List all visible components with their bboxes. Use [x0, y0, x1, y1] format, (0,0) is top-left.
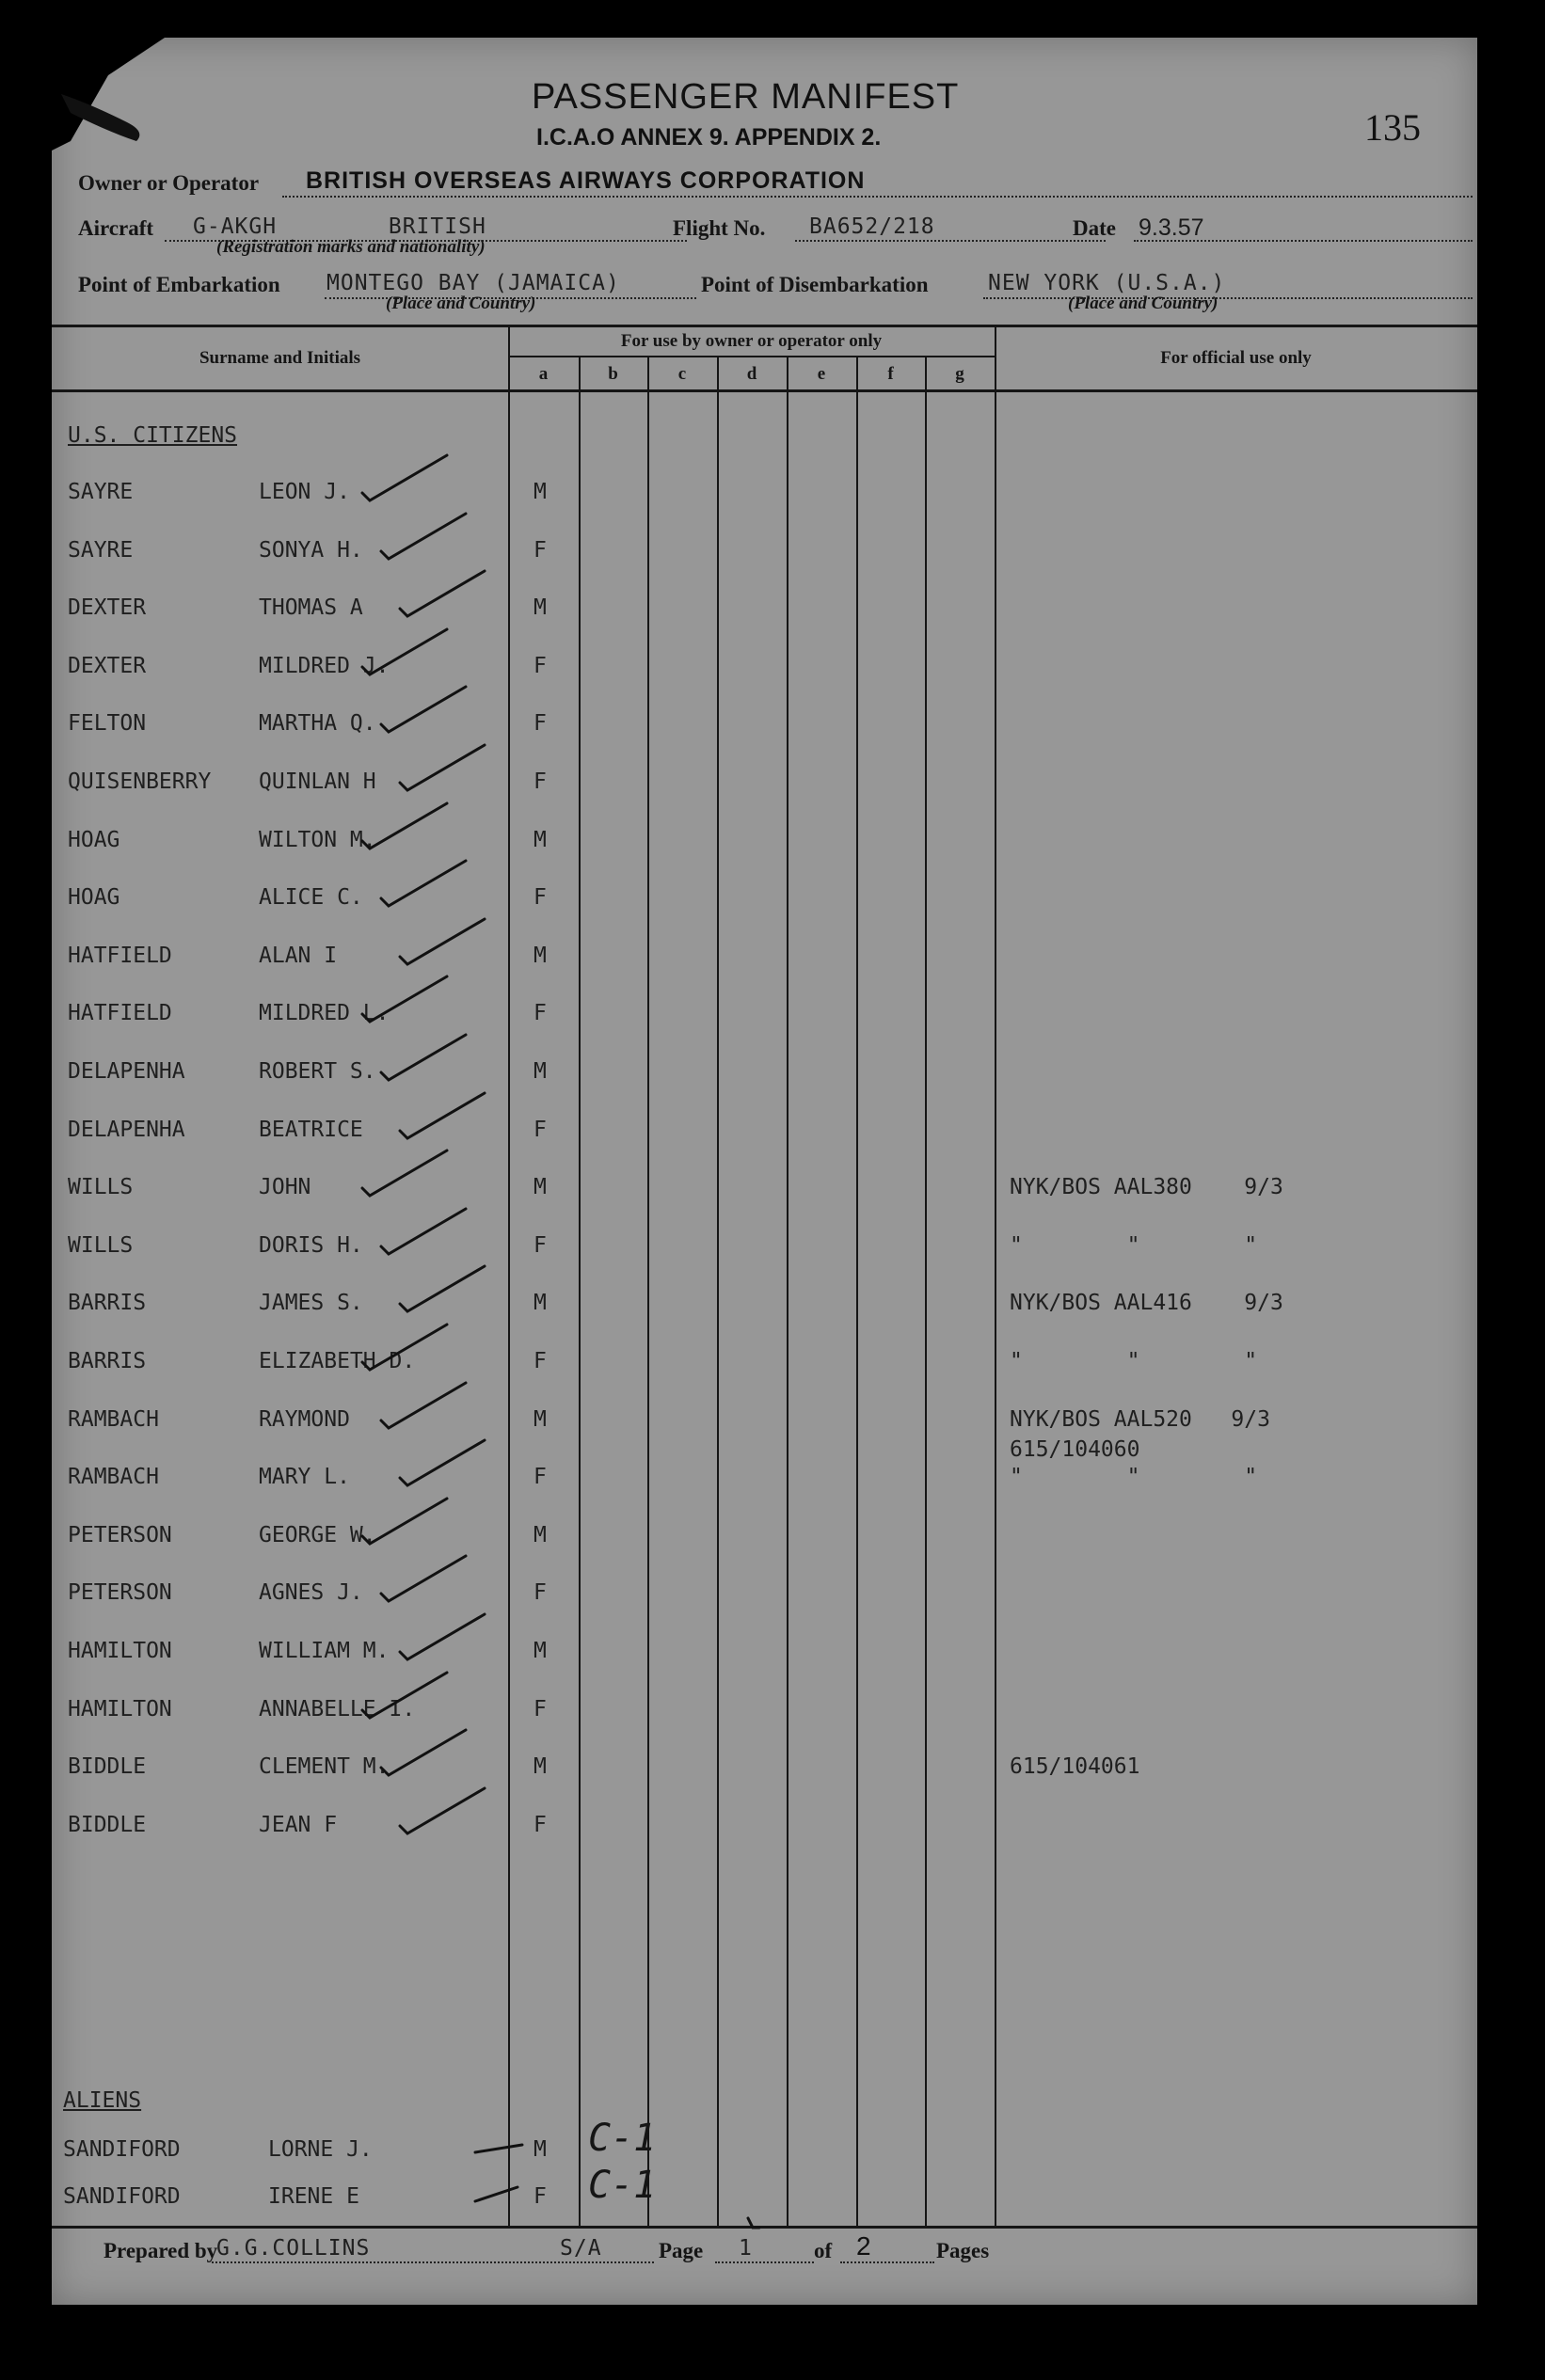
flight-label: Flight No.	[673, 216, 766, 240]
passenger-initials: WILLIAM M.	[259, 1639, 390, 1663]
passenger-surname: RAMBACH	[68, 1407, 159, 1432]
of-value: 2	[856, 2231, 871, 2261]
passenger-sex: M	[534, 1523, 547, 1547]
passenger-sex: F	[534, 1233, 547, 1258]
passenger-surname: DEXTER	[68, 595, 147, 620]
passenger-sex: M	[534, 1059, 547, 1084]
passenger-initials: WILTON M.	[259, 828, 376, 852]
check-mark	[400, 1440, 485, 1485]
section-aliens: ALIENS	[63, 2088, 142, 2113]
passenger-sex: F	[534, 654, 547, 678]
passenger-initials: RAYMOND	[259, 1407, 350, 1432]
embark-value: MONTEGO BAY (JAMAICA)	[327, 271, 620, 295]
passenger-initials: ALAN I	[259, 944, 338, 968]
check-mark	[362, 976, 447, 1022]
passenger-initials: THOMAS A	[259, 595, 363, 620]
passenger-initials: DORIS H.	[259, 1233, 363, 1258]
passenger-sex: M	[534, 1407, 547, 1432]
passenger-sex: F	[534, 1813, 547, 1837]
passenger-initials: MARY L.	[259, 1465, 350, 1489]
check-mark	[400, 745, 485, 790]
alien-sex: M	[534, 2137, 547, 2162]
passenger-surname: WILLS	[68, 1175, 134, 1199]
page-label: Page	[659, 2239, 704, 2262]
passenger-official-note: NYK/BOS AAL520 9/3	[1010, 1407, 1270, 1432]
check-mark	[381, 687, 466, 732]
disembark-value: NEW YORK (U.S.A.)	[988, 271, 1226, 295]
passenger-surname: SAYRE	[68, 480, 134, 504]
passenger-sex: M	[534, 595, 547, 620]
page-value: 1	[739, 2236, 753, 2261]
col-surname-header: Surname and Initials	[199, 348, 361, 368]
manifest-subtitle: I.C.A.O ANNEX 9. APPENDIX 2.	[536, 124, 882, 151]
check-mark	[381, 514, 466, 559]
passenger-initials: SONYA H.	[259, 538, 363, 563]
flight-value: BA652/218	[809, 214, 935, 239]
passenger-initials: CLEMENT M.	[259, 1754, 390, 1779]
passenger-sex: M	[534, 828, 547, 852]
passenger-surname: DEXTER	[68, 654, 147, 678]
alien-sex: F	[534, 2184, 547, 2209]
check-mark	[400, 1266, 485, 1311]
check-mark	[400, 571, 485, 616]
passenger-official-note: 615/104061	[1010, 1754, 1140, 1779]
passenger-sex: F	[534, 1118, 547, 1142]
passenger-initials: QUINLAN H	[259, 770, 376, 794]
alien-initials: IRENE E	[268, 2184, 359, 2209]
of-label: of	[814, 2239, 833, 2262]
manifest-sheet	[52, 38, 1477, 2305]
col-b-header: b	[608, 364, 618, 384]
passenger-official-note: NYK/BOS AAL380 9/3	[1010, 1175, 1283, 1199]
check-mark	[381, 1383, 466, 1428]
alien-hand-mark: C-1	[588, 2164, 657, 2207]
passenger-surname: BIDDLE	[68, 1813, 147, 1837]
disembark-caption: (Place and Country)	[1068, 294, 1218, 313]
alien-surname: SANDIFORD	[63, 2137, 181, 2162]
alien-surname: SANDIFORD	[63, 2184, 181, 2209]
check-mark	[362, 1673, 447, 1718]
passenger-initials: MARTHA Q.	[259, 711, 376, 736]
passenger-surname: PETERSON	[68, 1523, 172, 1547]
col-g-header: g	[955, 364, 964, 384]
check-mark	[381, 1209, 466, 1254]
owner-value: BRITISH OVERSEAS AIRWAYS CORPORATION	[306, 167, 866, 194]
passenger-surname: QUISENBERRY	[68, 770, 212, 794]
official-note-extra: 615/104060	[1010, 1437, 1140, 1462]
passenger-sex: F	[534, 770, 547, 794]
check-mark	[362, 803, 447, 849]
passenger-initials: JEAN F	[259, 1813, 338, 1837]
check-mark	[362, 1325, 447, 1370]
col-e-header: e	[817, 364, 826, 384]
passenger-sex: F	[534, 885, 547, 910]
aircraft-value: G-AKGH BRITISH	[193, 214, 486, 239]
check-mark	[381, 1035, 466, 1080]
embark-label: Point of Embarkation	[78, 273, 280, 296]
passenger-official-note: " " "	[1010, 1349, 1258, 1373]
check-mark	[362, 1499, 447, 1544]
date-label: Date	[1073, 216, 1116, 240]
alien-initials: LORNE J.	[268, 2137, 373, 2162]
passenger-initials: ROBERT S.	[259, 1059, 376, 1084]
col-f-header: f	[887, 364, 894, 384]
owner-label: Owner or Operator	[78, 171, 260, 195]
passenger-sex: F	[534, 711, 547, 736]
check-mark	[400, 1093, 485, 1138]
manifest-title: PASSENGER MANIFEST	[532, 77, 960, 117]
passenger-surname: HAMILTON	[68, 1697, 172, 1722]
page-dotline	[715, 2261, 814, 2263]
check-mark	[381, 1556, 466, 1601]
passenger-sex: F	[534, 1001, 547, 1025]
passenger-official-note: NYK/BOS AAL416 9/3	[1010, 1291, 1283, 1315]
passenger-surname: HATFIELD	[68, 944, 172, 968]
passenger-official-note: " " "	[1010, 1465, 1258, 1489]
col-c-header: c	[677, 364, 687, 384]
prepared-suffix: S/A	[560, 2236, 602, 2261]
passenger-initials: ANNABELLE I.	[259, 1697, 416, 1722]
date-value: 9.3.57	[1139, 214, 1204, 241]
col-d-header: d	[746, 364, 757, 384]
check-mark	[381, 861, 466, 906]
prepared-label: Prepared by	[104, 2239, 218, 2262]
check-mark	[362, 1150, 447, 1196]
col-owner-use-header: For use by owner or operator only	[620, 331, 883, 351]
aircraft-label: Aircraft	[78, 216, 154, 240]
col-official-header: For official use only	[1160, 348, 1312, 368]
passenger-surname: SAYRE	[68, 538, 134, 563]
aircraft-caption: (Registration marks and nationality)	[216, 237, 486, 257]
passenger-surname: BARRIS	[68, 1349, 147, 1373]
check-marks	[52, 38, 1477, 2305]
passenger-initials: ELIZABETH D.	[259, 1349, 416, 1373]
passenger-surname: DELAPENHA	[68, 1059, 185, 1084]
prepared-dotline	[212, 2261, 654, 2263]
passenger-sex: F	[534, 1349, 547, 1373]
passenger-sex: F	[534, 1465, 547, 1489]
passenger-surname: HAMILTON	[68, 1639, 172, 1663]
passenger-sex: F	[534, 1697, 547, 1722]
passenger-surname: DELAPENHA	[68, 1118, 185, 1142]
passenger-sex: F	[534, 1580, 547, 1605]
passenger-sex: M	[534, 480, 547, 504]
alien-hand-mark: C-1	[588, 2117, 657, 2160]
passenger-surname: WILLS	[68, 1233, 134, 1258]
check-mark	[400, 1788, 485, 1833]
check-mark	[400, 919, 485, 964]
passenger-surname: HOAG	[68, 885, 120, 910]
passenger-initials: JAMES S.	[259, 1291, 363, 1315]
passenger-surname: HATFIELD	[68, 1001, 172, 1025]
disembark-label: Point of Disembarkation	[701, 273, 929, 296]
passenger-surname: PETERSON	[68, 1580, 172, 1605]
col-a-header: a	[538, 364, 549, 384]
passenger-initials: BEATRICE	[259, 1118, 363, 1142]
passenger-initials: MILDRED J.	[259, 654, 390, 678]
passenger-sex: M	[534, 1754, 547, 1779]
passenger-surname: RAMBACH	[68, 1465, 159, 1489]
check-mark	[362, 455, 447, 500]
passenger-initials: GEORGE W.	[259, 1523, 376, 1547]
passenger-initials: ALICE C.	[259, 885, 363, 910]
passenger-sex: M	[534, 1175, 547, 1199]
passenger-surname: BARRIS	[68, 1291, 147, 1315]
embark-caption: (Place and Country)	[386, 294, 536, 313]
pages-label: Pages	[936, 2239, 990, 2262]
passenger-initials: LEON J.	[259, 480, 350, 504]
passenger-sex: F	[534, 538, 547, 563]
check-mark	[362, 629, 447, 674]
check-mark	[381, 1730, 466, 1775]
page-number: 135	[1364, 106, 1421, 149]
passenger-initials: AGNES J.	[259, 1580, 363, 1605]
passenger-sex: M	[534, 1639, 547, 1663]
passenger-sex: M	[534, 944, 547, 968]
section-us-citizens: U.S. CITIZENS	[68, 423, 238, 448]
passenger-sex: M	[534, 1291, 547, 1315]
of-dotline	[840, 2261, 934, 2263]
passenger-official-note: " " "	[1010, 1233, 1258, 1258]
prepared-value: G.G.COLLINS	[216, 2236, 371, 2261]
passenger-surname: FELTON	[68, 711, 147, 736]
check-mark	[400, 1614, 485, 1659]
passenger-surname: BIDDLE	[68, 1754, 147, 1779]
passenger-surname: HOAG	[68, 828, 120, 852]
passenger-initials: MILDRED L.	[259, 1001, 390, 1025]
passenger-initials: JOHN	[259, 1175, 311, 1199]
